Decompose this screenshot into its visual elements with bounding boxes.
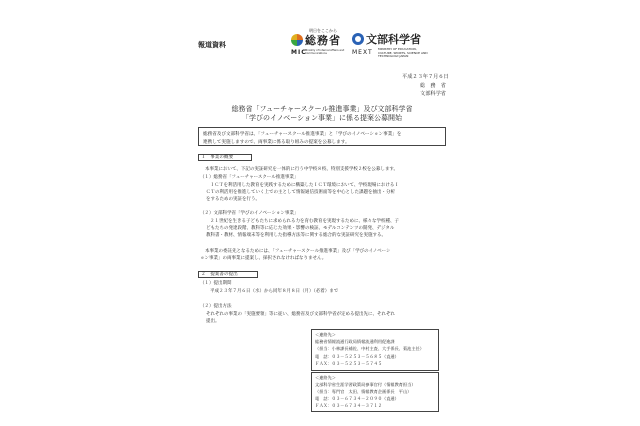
section-1-item-2-line-2: どもたちの発達段階、教科等に応じた効果・影響の検証、モデルコンテンツの開発、デジタル (206, 226, 395, 231)
contact-org: 文部科学省生涯学習政策局参事官付（情報教育担当） (315, 382, 416, 387)
contact-staff: （担当：小林課長補佐、中村主査、大手係長、菊池主任） (315, 346, 424, 351)
section-1-item-2-line-3: 教科書・教材、情報端末等を利用した指導方法等に関する総合的な実証研究を実施する。 (206, 233, 386, 238)
mext-abbr: MEXT (352, 49, 373, 56)
section-1-heading: １ 事業の概要 (198, 154, 252, 161)
contact-heading: ＜連絡先＞ (315, 375, 336, 380)
section-2-item-1-text: 平成２３年７月６日（水）から同年８月８日（月）（必着）まで (210, 289, 339, 294)
section-2-item-2-label: （２）提出方法 (200, 304, 232, 309)
section-2-item-1-label: （１）提出期間 (200, 281, 232, 286)
mic-logo (291, 28, 351, 62)
contact-org: 総務省情報流通行政局情報流通利用促進課 (315, 339, 395, 344)
section-1-note-line-1: 本事業の委託先となるためには、「フューチャースクール推進事業」及び「学びのイノベーシ (205, 249, 391, 254)
contact-tel: 電 話：０３－５２５３－５６８５（直通） (315, 354, 399, 359)
section-1-item-1-line-1: ＩＣＴを利活用した教育を実践するために構築したＩＣＴ環境において、学校現場におけるＩ (210, 183, 399, 188)
lead-line-1: 総務省及び文部科学省は、「フューチャースクール推進事業」と「学びのイノベーション事業」を (203, 132, 402, 137)
issuer-mic: 総 務 省 (420, 83, 446, 89)
section-1-note-line-2: ョン事業」の両事業に提案し、採択されなければなりません。 (200, 256, 327, 261)
mext-english: MINISTRY OF EDUCATION, CULTURE, SPORTS, SCIENCE AND TECHNOLOGY-JAPAN (378, 47, 428, 59)
mic-emblem-icon (291, 34, 303, 46)
press-label: 報道資料 (198, 41, 226, 49)
mext-name: 文部科学省 (366, 33, 421, 46)
contact-fax: ＦＡＸ：０３－５２５３－５７４５ (315, 361, 383, 366)
section-1-intro: 本事業において、下記の実証研究を一体的に行う中学校８校、特別支援学校２校を公募します。 (205, 167, 399, 172)
release-date: 平成２３年７月６日 (402, 74, 449, 80)
contact-box-mext (311, 372, 439, 412)
section-1-item-1-label: （１）総務省「フューチャースクール推進事業」 (200, 175, 299, 180)
section-1-item-1-line-3: をするための実証を行う。 (206, 197, 260, 202)
lead-box (198, 127, 446, 146)
section-1-item-2-label: （２）文部科学省「学びのイノベーション事業」 (200, 211, 299, 216)
contact-heading: ＜連絡先＞ (315, 332, 336, 337)
mic-tagline: 明日をここから (309, 28, 337, 33)
document-title-line-2: 「学びのイノベーション事業」に係る提案公募開始 (241, 114, 403, 122)
section-2-heading: ２ 提案書の提出 (198, 271, 258, 278)
contact-box-mic (311, 329, 439, 371)
mic-abbr: MIC (291, 49, 307, 56)
section-1-item-1-line-2: ＣＴの利活用を推進していく上での主として情報通信技術面等を中心とした課題を抽出・分析 (206, 190, 395, 195)
section-2-item-2-line-1: それぞれの事業の「実施要領」等に従い、総務省及び文部科学省が定める提出先に、それぞれ (206, 312, 395, 317)
mic-english: Ministry of Internal Affairs and Communications (305, 49, 345, 55)
document-title-line-1: 総務省「フューチャースクール推進事業」及び文部科学省 (231, 105, 413, 113)
contact-fax: ＦＡＸ：０３－６７３４－３７１２ (315, 403, 383, 408)
section-1-item-2-line-1: ２１世紀を生きる子どもたちに求められる力を育む教育を実現するために、様々な学校種、子 (210, 219, 399, 224)
contact-staff: （担当：専門官 太田、情報教育企画係長 平山） (315, 389, 412, 394)
lead-line-2: 連携して実施しますので、両事業に係る取り組みの提案を公募します。 (203, 140, 350, 145)
section-2-item-2-line-2: 提出。 (206, 319, 220, 324)
mext-emblem-icon (352, 33, 364, 45)
issuer-mext: 文部科学省 (420, 91, 446, 97)
mic-name: 総務省 (305, 34, 341, 47)
contact-tel: 電 話：０３－６７３４－２０９０（直通） (315, 396, 399, 401)
mext-logo (352, 28, 430, 68)
